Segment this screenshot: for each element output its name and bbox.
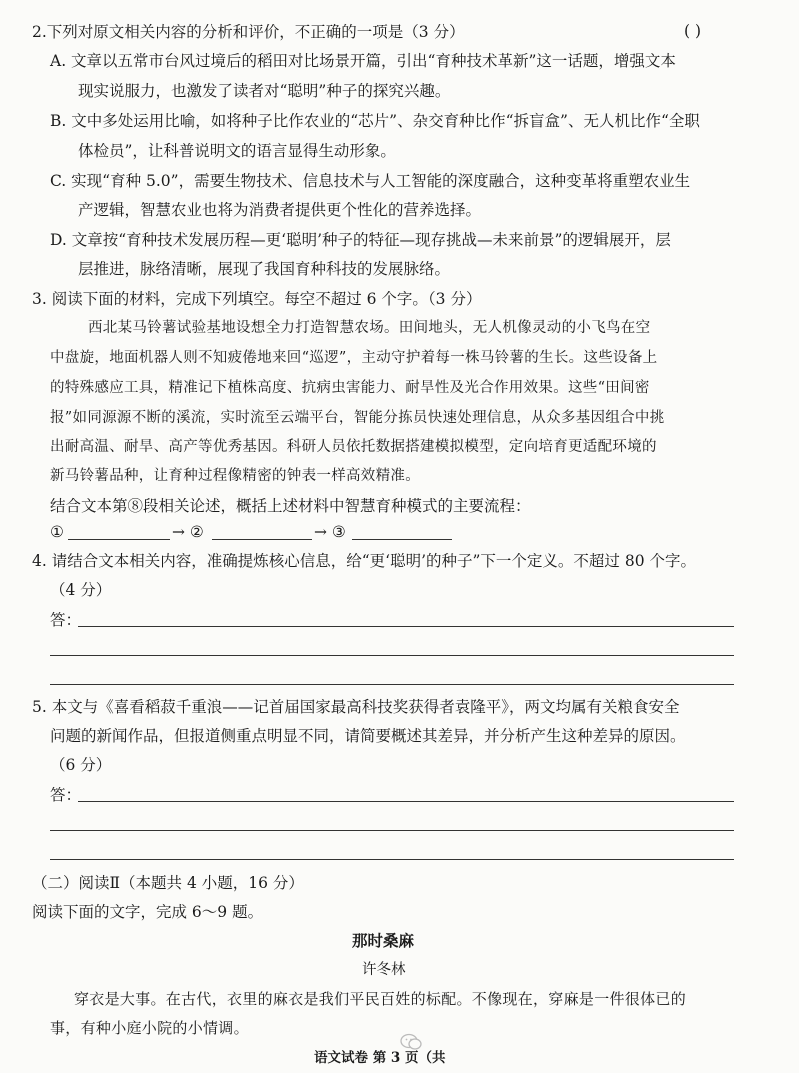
q5-answer-line[interactable] [50,830,734,831]
q5-answer-line[interactable] [50,859,734,860]
q3-blank-3[interactable] [352,539,452,540]
q2-option-b-cont: 体检员”，让科普说明文的语言显得生动形象。 [78,142,396,160]
q3-stem: 3. 阅读下面的材料，完成下列填空。每空不超过 6 个字。（3 分） [32,290,482,308]
q4-answer-label: 答： [50,611,82,629]
q3-material-line: 中盘旋，地面机器人则不知疲倦地来回“巡逻”，主动守护着每一株马铃薯的生长。这些设备上 [50,350,658,366]
q3-blank-2-label: → ② [172,523,204,541]
q3-material-line: 出耐高温、耐旱、高产等优秀基因。科研人员依托数据搭建模拟模型，定向培育更适配环境的 [50,439,657,455]
q2-option-a: A. 文章以五常市台风过境后的稻田对比场景开篇，引出“育种技术革新”这一话题，增强文本 [50,52,676,70]
q5-score: （6 分） [50,756,112,774]
section-heading: （二）阅读Ⅱ（本题共 4 小题，16 分） [32,874,304,892]
article-title: 那时桑麻 [352,931,415,950]
q4-answer-line[interactable] [50,655,734,656]
q2-option-d-cont: 层推进，脉络清晰，展现了我国育种科技的发展脉络。 [78,260,451,278]
q3-blank-2[interactable] [212,539,312,540]
q2-stem: 2.下列对原文相关内容的分析和评价，不正确的一项是（3 分） [32,23,465,41]
q2-option-c: C. 实现“育种 5.0”，需要生物技术、信息技术与人工智能的深度融合，这种变革将重塑农业生 [50,172,691,190]
q4-answer-line[interactable] [50,684,734,685]
q3-blank-3-label: → ③ [314,523,346,541]
section-instruction: 阅读下面的文字，完成 6～9 题。 [32,903,264,921]
q5-stem: 5. 本文与《喜看稻菽千重浪——记首届国家最高科技奖获得者袁隆平》，两文均属有关粮食安全 [32,698,680,716]
q2-option-c-cont: 产逻辑，智慧农业也将为消费者提供更个性化的营养选择。 [78,201,482,219]
q2-option-d: D. 文章按“育种技术发展历程—更‘聪明’种子的特征—现存挑战—未来前景”的逻辑展开，层 [50,231,671,249]
q3-blank-1[interactable] [68,539,170,540]
article-paragraph: 穿衣是大事。在古代，衣里的麻衣是我们平民百姓的标配。不像现在，穿麻是一件很体已的 [74,990,687,1008]
q3-material-line: 西北某马铃薯试验基地设想全力打造智慧农场。田间地头，无人机像灵动的小飞鸟在空 [88,320,651,336]
q5-answer-label: 答： [50,786,82,804]
q4-score: （4 分） [50,581,112,599]
page-footer: 语文试卷 第 3 页（共 [314,1050,446,1066]
q3-material-line: 新马铃薯品种，让育种过程像精密的钟表一样高效精准。 [50,468,420,484]
article-paragraph-cont: 事，有种小庭小院的小情调。 [50,1019,249,1037]
q4-answer-line[interactable] [78,626,734,627]
q5-stem-cont: 问题的新闻作品，但报道侧重点明显不同，请简要概述其差异，并分析产生这种差异的原因。 [50,727,686,745]
q5-answer-line[interactable] [78,801,734,802]
q2-option-b: B. 文中多处运用比喻，如将种子比作农业的“芯片”、杂交育种比作“拆盲盒”、无人机比作“全职 [50,112,700,130]
q3-material-line: 的特殊感应工具，精准记下植株高度、抗病虫害能力、耐旱性及光合作用效果。这些“田间密 [50,380,650,396]
q3-blank-1-label: ① [50,523,64,541]
article-author: 许冬林 [362,962,406,978]
q4-stem: 4. 请结合文本相关内容，准确提炼核心信息，给“更‘聪明’的种子”下一个定义。不超过 80 个字。 [32,552,696,570]
q3-task: 结合文本第⑧段相关论述，概括上述材料中智慧育种模式的主要流程： [50,497,531,515]
q2-option-a-cont: 现实说服力，也激发了读者对“聪明”种子的探究兴趣。 [78,82,451,100]
q3-material-line: 报”如同源源不断的溪流，实时流至云端平台，智能分拣员快速处理信息，从众多基因组合中挑 [50,410,665,426]
q2-answer-paren: ( ) [684,22,702,40]
